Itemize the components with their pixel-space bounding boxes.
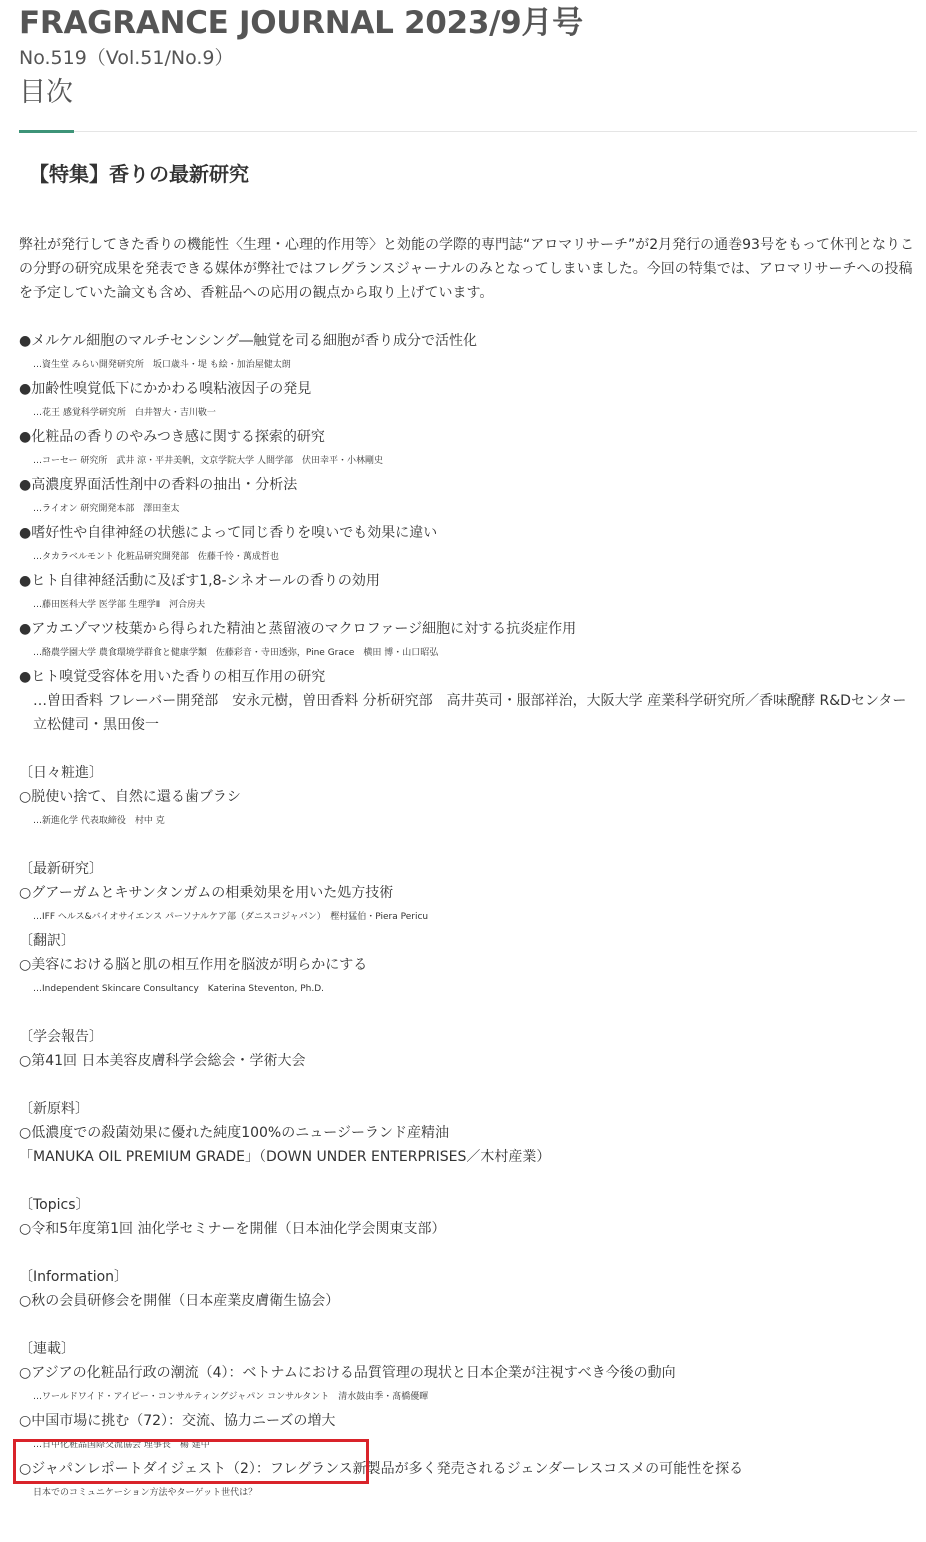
article-author: …コーセー 研究所 武井 涼・平井美帆，文京学院大学 人間学部 伏田幸平・小林剛史 <box>33 456 384 466</box>
section-label-topics: 〔Topics〕 <box>19 1197 90 1213</box>
feature-title: 【特集】香りの最新研究 <box>29 162 249 186</box>
article-author: …ライオン 研究開発本部 澤田奎太 <box>33 504 180 514</box>
article-title: ●高濃度界面活性剤中の香料の抽出・分析法 <box>19 477 298 493</box>
serial-author: …ワールドワイド・アイピー・コンサルティングジャパン コンサルタント 清水鼓由季・髙橋優暉 <box>33 1392 429 1402</box>
feature-intro: 弊社が発行してきた香りの機能性〈生理・心理的作用等〉と効能の学際的専門誌“アロマリサーチ”が2月発行の通巻93号をもって休刊となりこの分野の研究成果を発表できる媒体が弊社ではフレグランスジャーナルのみとなってしまいました。今回の特集では、アロマリサーチへの投稿を予定していた論文も含め、香粧品への応用の観点から取り上げています。 <box>19 237 914 301</box>
article-author: …資生堂 みらい開発研究所 坂口歳斗・堤 も絵・加治屋健太朗 <box>33 360 291 370</box>
heading-divider <box>19 113 917 133</box>
section-author: …IFF ヘルス&バイオサイエンス パーソナルケア部（ダニスコジャパン） 樫村猛伯・Piera Pericu <box>33 912 429 922</box>
article-title: ●メルケル細胞のマルチセンシング―触覚を司る細胞が香り成分で活性化 <box>19 333 477 349</box>
section-label-gakkai: 〔学会報告〕 <box>19 1029 103 1045</box>
issue-number: No.519（Vol.51/No.9） <box>19 47 234 69</box>
divider-accent <box>19 130 74 133</box>
article-title: ●嗜好性や自律神経の状態によって同じ香りを嗅いでも効果に違い <box>19 525 438 541</box>
serial-subtitle: 日本でのコミュニケーション方法やターゲット世代は？ <box>33 1488 258 1498</box>
toc-list <box>19 329 921 1505</box>
section-label-shingenryo: 〔新原料〕 <box>19 1101 89 1117</box>
section-label-honyaku: 〔翻訳〕 <box>19 933 75 949</box>
article-author: …藤田医科大学 医学部 生理学Ⅱ 河合房夫 <box>33 600 206 610</box>
section-item: ○第41回 日本美容皮膚科学会総会・学術大会 <box>19 1053 306 1069</box>
article-title: ●加齢性嗅覚低下にかかわる嗅粘液因子の発見 <box>19 381 312 397</box>
section-item: ○秋の会員研修会を開催（日本産業皮膚衛生協会） <box>19 1293 340 1309</box>
page-content <box>19 0 921 1505</box>
serial-title-highlighted: ○中国市場に挑む（72）：交流、協力ニーズの増大 <box>19 1413 336 1429</box>
section-label-rensai: 〔連載〕 <box>19 1341 75 1357</box>
divider-line <box>19 131 917 132</box>
section-label-saishin: 〔最新研究〕 <box>19 861 103 877</box>
article-title: ●アカエゾマツ枝葉から得られた精油と蒸留液のマクロファージ細胞に対する抗炎症作用 <box>19 621 577 637</box>
article-title: ●化粧品の香りのやみつき感に関する探索的研究 <box>19 429 325 445</box>
article-title: ●ヒト自律神経活動に及ぼす1,8-シネオールの香りの効用 <box>19 573 380 589</box>
section-author: …新進化学 代表取締役 村中 克 <box>33 816 165 826</box>
toc-heading: 目次 <box>19 77 73 108</box>
article-author: …花王 感覚科学研究所 白井智大・吉川敬一 <box>33 408 216 418</box>
article-title: ●ヒト嗅覚受容体を用いた香りの相互作用の研究 <box>19 669 326 685</box>
section-label-information: 〔Information〕 <box>19 1269 129 1285</box>
magazine-title: FRAGRANCE JOURNAL 2023/9月号 <box>19 5 583 41</box>
section-author: …Independent Skincare Consultancy Katerina Steventon, Ph.D. <box>33 984 325 994</box>
serial-title: ○ジャパンレポートダイジェスト（2）：フレグランス新製品が多く発売されるジェンダーレスコスメの可能性を探る <box>19 1461 744 1477</box>
article-author: …タカラベルモント 化粧品研究開発部 佐藤千怜・萬成哲也 <box>33 552 279 562</box>
article-author: …曽田香料 フレーバー開発部 安永元樹，曽田香料 分析研究部 高井英司・服部祥治，大阪大学 産業科学研究所／香味醗酵 R&Dセンター 立松健司・黒田俊一 <box>33 693 921 733</box>
section-subtitle: 「MANUKA OIL PREMIUM GRADE」（DOWN UNDER ENTERPRISES／木村産業） <box>19 1149 551 1165</box>
serial-title: ○アジアの化粧品行政の潮流（4）：ベトナムにおける品質管理の現状と日本企業が注視すべき今後の動向 <box>19 1365 676 1381</box>
section-item: ○グアーガムとキサンタンガムの相乗効果を用いた処方技術 <box>19 885 394 901</box>
section-item: ○低濃度での殺菌効果に優れた純度100%のニュージーランド産精油 <box>19 1125 449 1141</box>
section-item: ○美容における脳と肌の相互作用を脳波が明らかにする <box>19 957 368 973</box>
article-author: …酪農学園大学 農食環境学群食と健康学類 佐藤彩音・寺田透弥，Pine Grace 横田 博・山口昭弘 <box>33 648 439 658</box>
serial-author-highlighted: …日中化粧品国際交流協会 理事長 楊 建中 <box>33 1440 210 1450</box>
highlight-box <box>13 1439 369 1484</box>
section-item: ○脱使い捨て、自然に還る歯ブラシ <box>19 789 241 805</box>
section-item: ○令和5年度第1回 油化学セミナーを開催（日本油化学会関東支部） <box>19 1221 446 1237</box>
section-label-hibi: 〔日々粧進〕 <box>19 765 103 781</box>
